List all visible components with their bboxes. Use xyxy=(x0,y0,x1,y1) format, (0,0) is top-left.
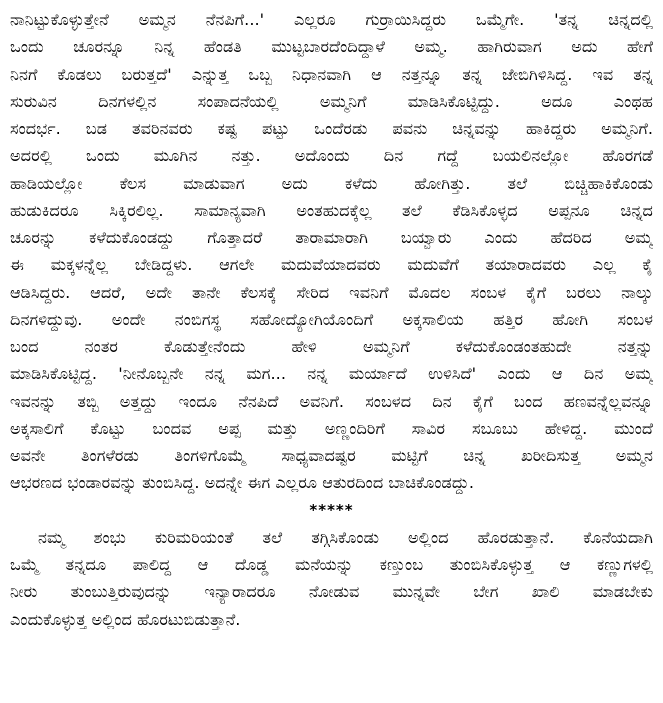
text-line: ಹಾಡಿಯಲ್ಲೋ ಕೆಲಸ ಮಾಡುವಾಗ ಅದು ಕಳೆದು ಹೋಗಿತ್ತು. ತಲೆ ಬಿಚ್ಚಿಹಾಕಿಕೊಂಡು xyxy=(10,173,653,193)
text-line: ಆಡಿಸಿದ್ದರು. ಆದರೆ, ಅದೇ ತಾನೇ ಕೆಲಸಕ್ಕೆ ಸೇರಿದ ಇವನಿಗೆ ಮೊದಲ ಸಂಬಳ ಕೈಗೆ ಬರಲು ನಾಲ್ಕು xyxy=(10,282,653,302)
text-line: ಇವನನ್ನು ತಬ್ಬಿ ಅತ್ತದ್ದು ಇಂದೂ ನೆನಪಿದೆ ಅವನಿಗೆ. ಸಂಬಳದ ದಿನ ಕೈಗೆ ಬಂದ ಹಣವನ್ನೆಲ್ಲವನ್ನೂ xyxy=(10,391,653,411)
text-line: ಸಂದರ್ಭ. ಬಡ ತವರಿನವರು ಕಷ್ಟ ಪಟ್ಟು ಒಂದೆರಡು ಪವನು ಚಿನ್ನವನ್ನು ಹಾಕಿದ್ದರು ಅಮ್ಮನಿಗೆ. xyxy=(10,119,653,138)
text-line: ನೀರು ತುಂಬುತ್ತಿರುವುದನ್ನು ಇನ್ಯಾರಾದರೂ ನೋಡುವ ಮುನ್ನವೇ ಬೇಗ ಖಾಲಿ ಮಾಡಬೇಕು xyxy=(10,582,653,602)
paragraph-2 xyxy=(10,524,653,633)
text-line: ಹುಡುಕಿದರೂ ಸಿಕ್ಕಿರಲಿಲ್ಲ. ಸಾಮಾನ್ಯವಾಗಿ ಅಂತಹುದಕ್ಕೆಲ್ಲ ತಲೆ ಕೆಡಿಸಿಕೊಳ್ಳದ ಅಪ್ಪನೂ ಚಿನ್ನದ xyxy=(10,200,653,220)
paragraph-1 xyxy=(10,6,653,497)
text-line: ಒಂದು ಚೂರನ್ನೂ ನಿನ್ನ ಹೆಂಡತಿ ಮುಟ್ಟಬಾರದೆಂದಿದ್ದಾಳೆ ಅಮ್ಮ. ಹಾಗಿರುವಾಗ ಅದು ಹೇಗೆ xyxy=(10,37,653,57)
text-line: ಅವನೇ ತಿಂಗಳೆರಡು ತಿಂಗಳಿಗೊಮ್ಮೆ ಸಾಧ್ಯವಾದಷ್ಟರ ಮಟ್ಟಿಗೆ ಚಿನ್ನ ಖರೀದಿಸುತ್ತ ಅಮ್ಮನ xyxy=(10,446,653,465)
text-line: ನಮ್ಮ ಶಂಭು ಕುರಿಮರಿಯಂತೆ ತಲೆ ತಗ್ಗಿಸಿಕೊಂಡು ಅಲ್ಲಿಂದ ಹೊರಡುತ್ತಾನೆ. ಕೊನೆಯದಾಗಿ xyxy=(38,527,653,547)
text-line: ನಾನಿಟ್ಟುಕೊಳ್ಳುತ್ತೇನೆ ಅಮ್ಮನ ನೆನಪಿಗೆ...' ಎಲ್ಲರೂ ಗುರ್ರಾಯಿಸಿದ್ದರು ಒಮ್ಮೆಗೇ. 'ತನ್ನ ಚಿನ್ನದಲ್ಲಿ xyxy=(10,10,653,29)
text-line: ನಿನಗೆ ಕೊಡಲು ಬರುತ್ತದೆ' ಎನ್ನುತ್ತ ಒಬ್ಬ ನಿಧಾನವಾಗಿ ಆ ನತ್ತನ್ನೂ ತನ್ನ ಜೇಬಿಗಿಳಿಸಿದ್ದ. ಇವ ತನ್ನ xyxy=(10,64,653,84)
text-line: ಈ ಮಕ್ಕಳನ್ನೆಲ್ಲ ಬೇಡಿದ್ದಳು. ಆಗಲೇ ಮದುವೆಯಾದವರು ಮದುವೆಗೆ ತಯಾರಾದವರು ಎಲ್ಲ ಕೈ xyxy=(10,255,653,275)
text-line: ಆಭರಣದ ಭಂಡಾರವನ್ನು ತುಂಬಿಸಿದ್ದ. ಅದನ್ನೇ ಈಗ ಎಲ್ಲರೂ ಆತುರದಿಂದ ಬಾಚಿಕೊಂಡದ್ದು. xyxy=(10,473,475,493)
text-line: ಸುರುವಿನ ದಿನಗಳಲ್ಲಿನ ಸಂಪಾದನೆಯಲ್ಲಿ ಅಮ್ಮನಿಗೆ ಮಾಡಿಸಿಕೊಟ್ಟಿದ್ದು. ಅದೂ ಎಂಥಹ xyxy=(10,91,653,111)
text-line: ಎಂದುಕೊಳ್ಳುತ್ತ ಅಲ್ಲಿಂದ ಹೊರಟುಬಿಡುತ್ತಾನೆ. xyxy=(10,609,241,629)
text-line: ಅಕ್ಕಸಾಲಿಗೆ ಕೊಟ್ಟು ಬಂದವ ಅಪ್ಪ ಮತ್ತು ಅಣ್ಣಂದಿರಿಗೆ ಸಾವಿರ ಸಬೂಬು ಹೇಳಿದ್ದ. ಮುಂದೆ xyxy=(10,418,653,438)
text-line: ಅದರಲ್ಲಿ ಒಂದು ಮೂಗಿನ ನತ್ತು. ಅದೊಂದು ದಿನ ಗದ್ದೆ ಬಯಲಿನಲ್ಲೋ ಹೊರಗಡೆ xyxy=(10,146,653,166)
text-line: ಚೂರನ್ನು ಕಳೆದುಕೊಂಡದ್ದು ಗೊತ್ತಾದರೆ ತಾರಾಮಾರಾಗಿ ಬಯ್ವಾರು ಎಂದು ಹೆದರಿದ ಅಮ್ಮ xyxy=(10,228,653,247)
text-line: ಬಂದ ನಂತರ ಕೊಡುತ್ತೇನೆಂದು ಹೇಳಿ ಅಮ್ಮನಿಗೆ ಕಳೆದುಕೊಂಡಂತಹುದೇ ನತ್ತನ್ನು xyxy=(10,337,653,356)
text-line: ದಿನಗಳಿದ್ದುವು. ಅಂದೇ ನಂಬಿಗಸ್ಥ ಸಹೋದ್ಯೋಗಿಯೊಂದಿಗೆ ಅಕ್ಕಸಾಲಿಯ ಹತ್ತಿರ ಹೋಗಿ ಸಂಬಳ xyxy=(10,309,653,329)
text-line: ಒಮ್ಮೆ ತನ್ನದೂ ಪಾಲಿದ್ದ ಆ ದೊಡ್ಡ ಮನೆಯನ್ನು ಕಣ್ತುಂಬ ತುಂಬಿಸಿಕೊಳ್ಳುತ್ತ ಆ ಕಣ್ಣುಗಳಲ್ಲಿ xyxy=(10,555,653,574)
text-line: ಮಾಡಿಸಿಕೊಟ್ಟಿದ್ದ. 'ನೀನೊಬ್ಬನೇ ನನ್ನ ಮಗ... ನನ್ನ ಮರ್ಯಾದೆ ಉಳಿಸಿದೆ' ಎಂದು ಆ ದಿನ ಅಮ್ಮ xyxy=(10,364,653,384)
section-separator: ***** xyxy=(309,500,354,519)
